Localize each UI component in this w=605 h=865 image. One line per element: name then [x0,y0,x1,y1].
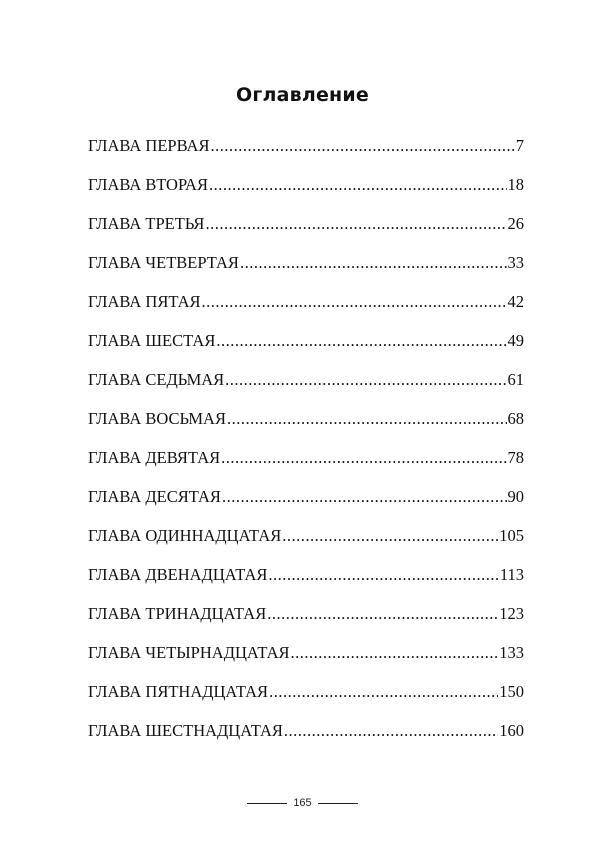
toc-page-number: 33 [507,253,524,272]
toc-chapter-title: ГЛАВА ЧЕТЫРНАДЦАТАЯ [88,643,290,662]
toc-leader-dots [269,672,498,711]
toc-chapter-title: ГЛАВА ВТОРАЯ [88,175,208,194]
toc-chapter-title: ГЛАВА ТРЕТЬЯ [88,214,205,233]
toc-chapter-title: ГЛАВА ЧЕТВЕРТАЯ [88,253,239,272]
toc-leader-dots [291,633,499,672]
toc-page-number: 18 [507,175,524,194]
toc-entry[interactable] [88,321,524,360]
toc-chapter-title: ГЛАВА ВОСЬМАЯ [88,409,226,428]
toc-page-number: 105 [499,526,524,545]
table-of-contents [88,126,524,750]
toc-entry[interactable] [88,399,524,438]
toc-entry[interactable] [88,711,524,750]
toc-leader-dots [209,165,507,204]
toc-entry[interactable] [88,672,524,711]
toc-chapter-title: ГЛАВА ШЕСТАЯ [88,331,216,350]
toc-leader-dots [268,555,498,594]
toc-chapter-title: ГЛАВА ПЯТНАДЦАТАЯ [88,682,269,701]
toc-page-number: 123 [499,604,524,623]
toc-chapter-title: ГЛАВА ШЕСТНАДЦАТАЯ [88,721,283,740]
toc-entry[interactable] [88,594,524,633]
page-footer [0,797,605,809]
toc-leader-dots [225,360,506,399]
footer-rule-left [247,803,287,804]
toc-page-number: 78 [507,448,524,467]
toc-entry[interactable] [88,516,524,555]
page-number: 165 [293,797,312,809]
toc-entry[interactable] [88,204,524,243]
toc-page-number: 160 [499,721,524,740]
toc-entry[interactable] [88,243,524,282]
toc-entry[interactable] [88,360,524,399]
toc-entry[interactable] [88,165,524,204]
toc-page-number: 90 [507,487,524,506]
toc-leader-dots [205,204,506,243]
toc-leader-dots [282,516,498,555]
toc-page-number: 7 [515,136,524,155]
toc-entry[interactable] [88,126,524,165]
toc-page-number: 68 [507,409,524,428]
toc-leader-dots [267,594,498,633]
toc-entry[interactable] [88,555,524,594]
toc-leader-dots [240,243,507,282]
toc-chapter-title: ГЛАВА ПЕРВАЯ [88,136,210,155]
toc-entry[interactable] [88,633,524,672]
toc-chapter-title: ГЛАВА ДЕВЯТАЯ [88,448,221,467]
toc-page-number: 133 [499,643,524,662]
toc-entry[interactable] [88,438,524,477]
toc-leader-dots [216,321,506,360]
toc-entry[interactable] [88,477,524,516]
toc-page-number: 42 [507,292,524,311]
toc-leader-dots [221,438,506,477]
toc-leader-dots [202,282,507,321]
toc-leader-dots [284,711,498,750]
toc-page-number: 113 [499,565,524,584]
toc-leader-dots [222,477,507,516]
footer-rule-right [318,803,358,804]
toc-leader-dots [210,126,514,165]
toc-chapter-title: ГЛАВА ОДИННАДЦАТАЯ [88,526,282,545]
toc-page-number: 150 [499,682,524,701]
toc-chapter-title: ГЛАВА ДВЕНАДЦАТАЯ [88,565,268,584]
toc-page-number: 49 [507,331,524,350]
toc-page-number: 61 [507,370,524,389]
toc-chapter-title: ГЛАВА ТРИНАДЦАТАЯ [88,604,267,623]
toc-leader-dots [227,399,507,438]
toc-chapter-title: ГЛАВА ДЕСЯТАЯ [88,487,221,506]
page-title: Оглавление [236,84,369,106]
toc-page-number: 26 [507,214,524,233]
toc-chapter-title: ГЛАВА СЕДЬМАЯ [88,370,225,389]
toc-chapter-title: ГЛАВА ПЯТАЯ [88,292,201,311]
toc-entry[interactable] [88,282,524,321]
